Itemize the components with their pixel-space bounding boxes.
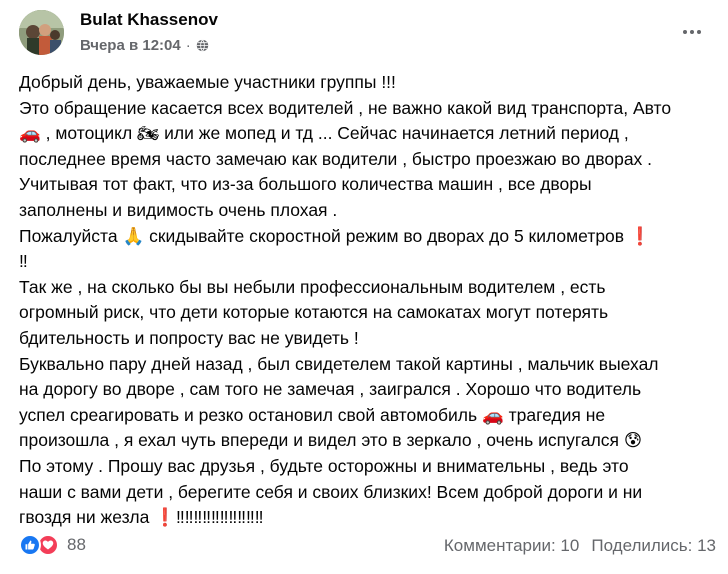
post-line: бдительность и попросту вас не увидеть ! xyxy=(19,327,359,348)
post-line: 🚗 , мотоцикл 🏍 или же мопед и тд ... Сейчас начинается летний период , xyxy=(19,123,629,144)
shares-count-link[interactable]: Поделились: 13 xyxy=(591,536,716,555)
post-line: Это обращение касается всех водителей , не важно какой вид транспорта, Авто xyxy=(19,97,672,118)
post-line: гвоздя ни жезла ❗‼‼‼‼‼‼‼‼‼‼ xyxy=(19,507,264,528)
post-line: Учитывая тот факт, что из-за большого количества машин , все дворы xyxy=(19,174,592,195)
post-line: По этому . Прошу вас друзья , будьте осторожны и внимательны , ведь это xyxy=(19,455,629,476)
more-icon xyxy=(683,30,687,34)
post-line: произошла , я ехал чуть впереди и видел это в зеркало , очень испугался 😰 xyxy=(19,430,643,451)
meta-separator: · xyxy=(185,37,191,54)
post-timestamp[interactable]: Вчера в 12:04 xyxy=(80,37,181,54)
post-line: на дорогу во дворе , сам того не замечая , заигрался . Хорошо что водитель xyxy=(19,379,642,400)
post-line: Буквально пару дней назад , был свидетелем такой картины , мальчик выехал xyxy=(19,353,659,374)
more-icon-dot xyxy=(697,30,701,34)
globe-icon xyxy=(196,39,209,52)
post-line: успел среагировать и резко остановил свой автомобиль 🚗 трагедия не xyxy=(19,404,606,425)
post-line: последнее время часто замечаю как водители , быстро проезжаю во дворах . xyxy=(19,148,653,169)
post-line: Так же , на сколько бы вы небыли профессиональным водителем , есть xyxy=(19,276,606,297)
post-line: Добрый день, уважаемые участники группы !!! xyxy=(19,72,396,92)
more-options-button[interactable] xyxy=(677,20,707,44)
post-text xyxy=(19,70,719,531)
post-line: Пожалуйста 🙏 скидывайте скоростной режим во дворах до 5 километров ❗ xyxy=(19,225,651,246)
author-name[interactable]: Bulat Khassenov xyxy=(80,10,218,29)
author-avatar[interactable] xyxy=(19,10,64,55)
like-icon xyxy=(19,534,41,556)
reactions-summary[interactable] xyxy=(19,534,86,556)
avatar-photo xyxy=(19,10,64,55)
post-line: огромный риск, что дети которые котаются на самокатах могут потерять xyxy=(19,302,609,323)
post-meta xyxy=(80,37,209,54)
reaction-count: 88 xyxy=(67,535,86,554)
post-line: наши с вами дети , берегите себя и своих близких! Всем доброй дороги и ни xyxy=(19,481,643,502)
post-line: ‼ xyxy=(19,251,28,272)
post-stats xyxy=(444,536,716,556)
more-icon-dot xyxy=(690,30,694,34)
comments-count-link[interactable]: Комментарии: 10 xyxy=(443,536,580,555)
post-line: заполнены и видимость очень плохая . xyxy=(19,199,338,220)
